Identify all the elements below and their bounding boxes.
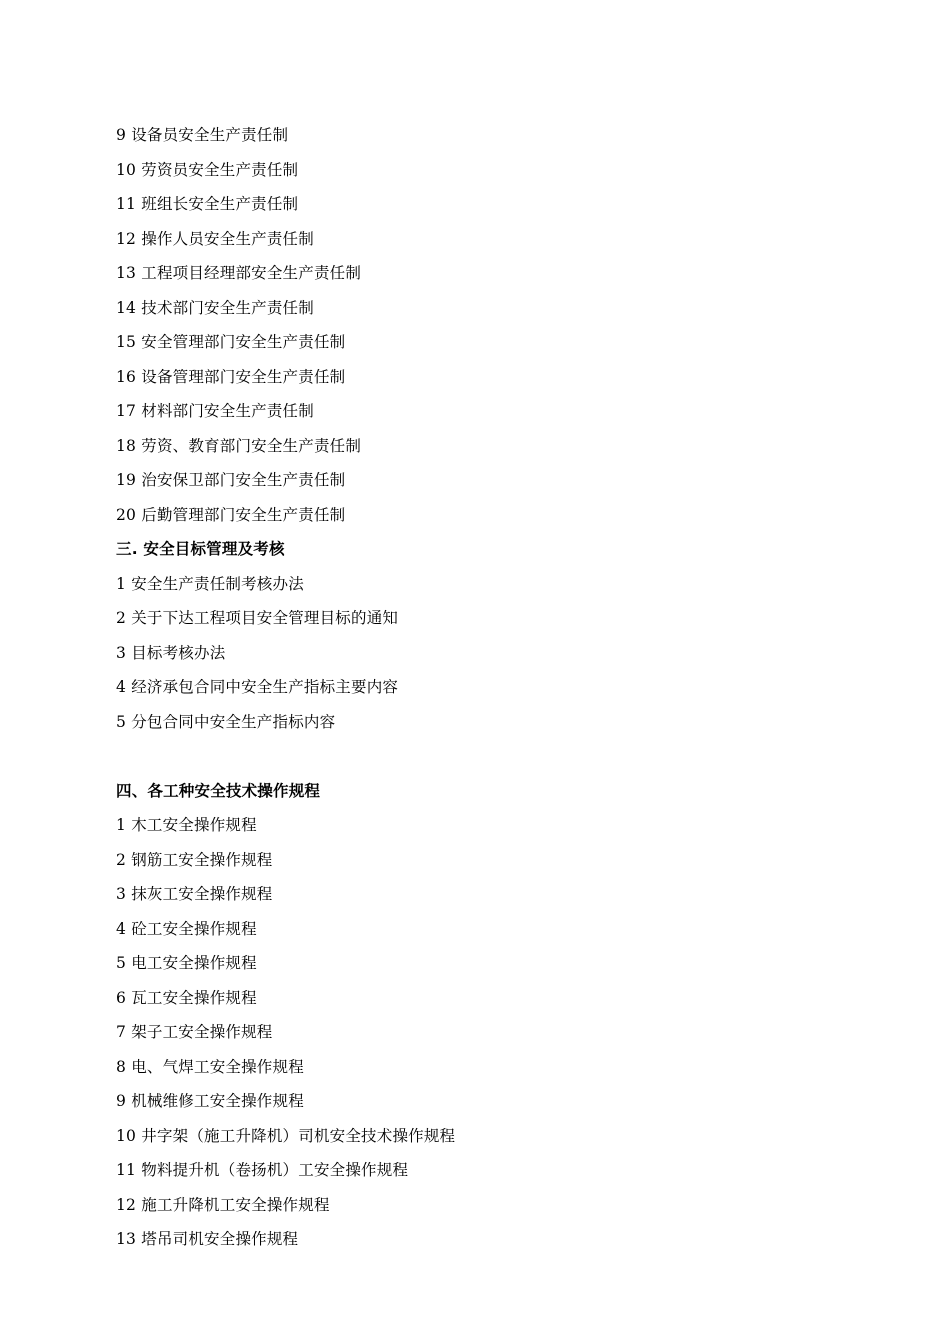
section-heading: 三. 安全目标管理及考核 xyxy=(116,540,285,558)
list-item: 11 物料提升机（卷扬机）工安全操作规程 xyxy=(116,1161,409,1179)
list-item: 8 电、气焊工安全操作规程 xyxy=(116,1057,304,1076)
responsibility-list xyxy=(116,118,896,532)
list-item: 12 操作人员安全生产责任制 xyxy=(116,229,314,248)
list-item: 3 抹灰工安全操作规程 xyxy=(116,885,273,903)
list-item: 9 机械维修工安全操作规程 xyxy=(116,1092,304,1110)
list-item: 4 砼工安全操作规程 xyxy=(116,919,257,938)
document-page xyxy=(116,118,896,1257)
section-heading: 四、各工种安全技术操作规程 xyxy=(116,781,321,800)
list-item: 11 班组长安全生产责任制 xyxy=(116,195,299,213)
list-item: 19 治安保卫部门安全生产责任制 xyxy=(116,471,346,489)
list-item: 1 安全生产责任制考核办法 xyxy=(116,574,304,593)
list-item: 16 设备管理部门安全生产责任制 xyxy=(116,367,346,386)
list-item: 14 技术部门安全生产责任制 xyxy=(116,298,314,317)
list-item: 13 塔吊司机安全操作规程 xyxy=(116,1230,299,1248)
list-item: 2 关于下达工程项目安全管理目标的通知 xyxy=(116,609,399,627)
list-item: 10 劳资员安全生产责任制 xyxy=(116,160,299,179)
list-item: 3 目标考核办法 xyxy=(116,643,226,662)
section-3 xyxy=(116,532,896,739)
list-item: 15 安全管理部门安全生产责任制 xyxy=(116,333,346,351)
list-item: 13 工程项目经理部安全生产责任制 xyxy=(116,264,362,282)
blank-line xyxy=(116,739,896,774)
list-item: 12 施工升降机工安全操作规程 xyxy=(116,1195,330,1214)
list-item: 5 分包合同中安全生产指标内容 xyxy=(116,712,336,731)
list-item: 6 瓦工安全操作规程 xyxy=(116,988,257,1007)
list-item: 20 后勤管理部门安全生产责任制 xyxy=(116,505,346,524)
list-item: 7 架子工安全操作规程 xyxy=(116,1023,273,1041)
list-item: 10 井字架（施工升降机）司机安全技术操作规程 xyxy=(116,1126,456,1145)
list-item: 1 木工安全操作规程 xyxy=(116,816,257,834)
list-item: 5 电工安全操作规程 xyxy=(116,954,257,972)
list-item: 18 劳资、教育部门安全生产责任制 xyxy=(116,436,362,455)
list-item: 4 经济承包合同中安全生产指标主要内容 xyxy=(116,678,399,696)
list-item: 2 钢筋工安全操作规程 xyxy=(116,850,273,869)
section-4 xyxy=(116,774,896,1257)
list-item: 17 材料部门安全生产责任制 xyxy=(116,402,314,420)
list-item: 9 设备员安全生产责任制 xyxy=(116,126,289,144)
